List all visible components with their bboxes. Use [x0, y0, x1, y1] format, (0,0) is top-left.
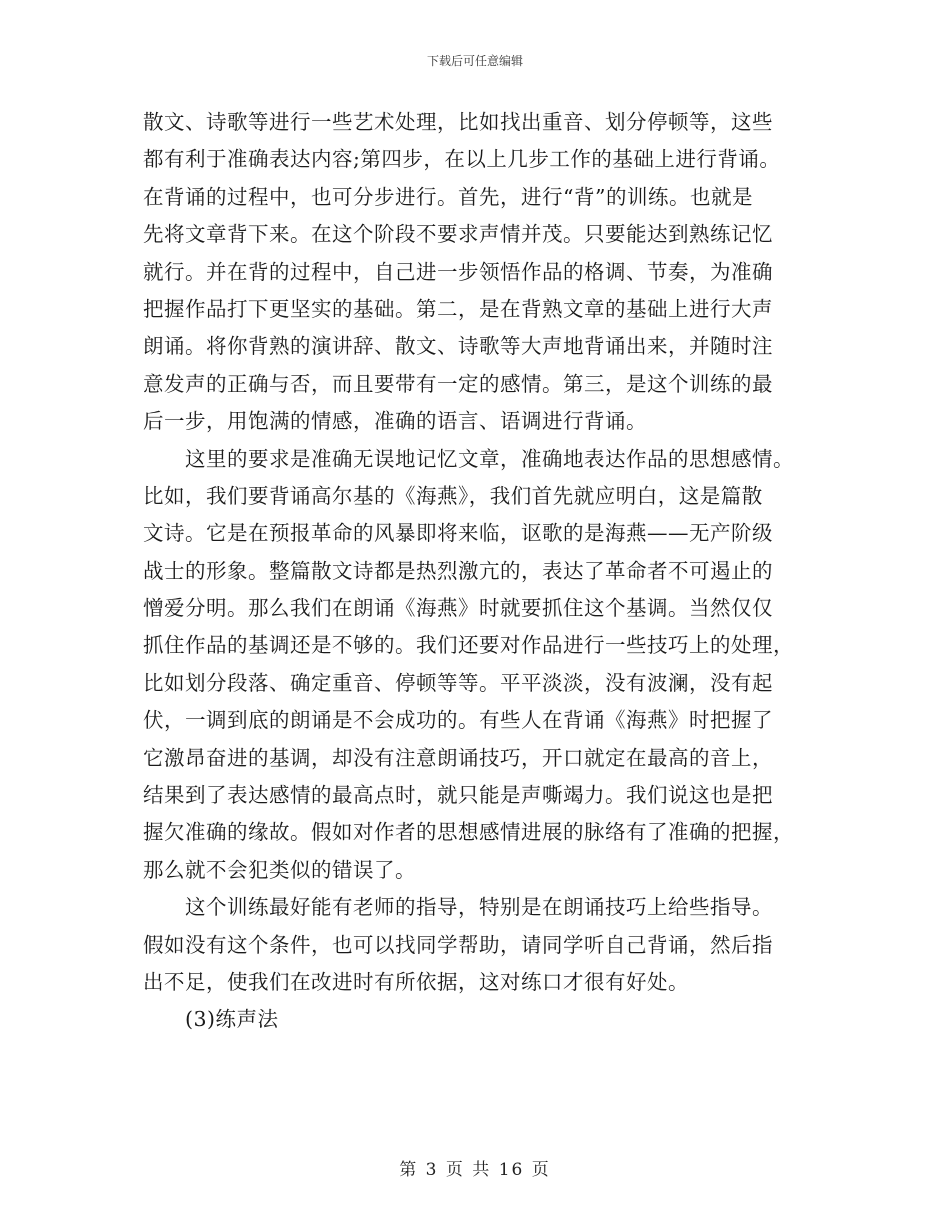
text-line: 就行。并在背的过程中，自己进一步领悟作品的格调、节奏，为准确 — [143, 259, 773, 284]
text-line: 比如，我们要背诵高尔基的《海燕》，我们首先就应明白，这是篇散 — [143, 483, 763, 508]
text-line: 在背诵的过程中，也可分步进行。首先，进行“背”的训练。也就是 — [143, 184, 753, 209]
text-line: 结果到了表达感情的最高点时，就只能是声嘶竭力。我们说这也是把 — [143, 783, 773, 808]
text-line: 朗诵。将你背熟的演讲辞、散文、诗歌等大声地背诵出来，并随时注 — [143, 334, 773, 359]
text-line: 比如划分段落、确定重音、停顿等等。平平淡淡，没有波澜，没有起 — [143, 670, 773, 695]
text-line: (3)练声法 — [185, 1007, 279, 1032]
page-footer: 第 3 页 共 16 页 — [399, 1160, 551, 1180]
text-line: 意发声的正确与否，而且要带有一定的感情。第三，是这个训练的最 — [143, 371, 773, 396]
text-line: 后一步，用饱满的情感，准确的语言、语调进行背诵。 — [143, 409, 647, 434]
text-line: 这个训练最好能有老师的指导，特别是在朗诵技巧上给些指导。 — [185, 895, 773, 920]
text-line: 散文、诗歌等进行一些艺术处理，比如找出重音、划分停顿等，这些 — [143, 110, 773, 134]
text-line: 那么就不会犯类似的错误了。 — [143, 857, 416, 882]
text-line: 假如没有这个条件，也可以找同学帮助，请同学听自己背诵，然后指 — [143, 932, 773, 957]
text-line: 出不足，使我们在改进时有所依据，这对练口才很有好处。 — [143, 969, 689, 994]
text-line: 都有利于准确表达内容;第四步，在以上几步工作的基础上进行背诵。 — [143, 147, 781, 172]
text-line: 把握作品打下更坚实的基础。第二，是在背熟文章的基础上进行大声 — [143, 296, 773, 321]
document-body — [143, 104, 823, 1039]
text-line: 这里的要求是准确无误地记忆文章，准确地表达作品的思想感情。 — [185, 446, 794, 471]
page-header: 下载后可任意编辑 — [426, 54, 523, 68]
text-line: 先将文章背下来。在这个阶段不要求声情并茂。只要能达到熟练记忆 — [143, 222, 773, 247]
text-line: 憎爱分明。那么我们在朗诵《海燕》时就要抓住这个基调。当然仅仅 — [143, 596, 773, 621]
text-line: 战士的形象。整篇散文诗都是热烈激亢的，表达了革命者不可遏止的 — [143, 558, 773, 583]
text-line: 抓住作品的基调还是不够的。我们还要对作品进行一些技巧上的处理， — [143, 633, 794, 658]
text-line: 文诗。它是在预报革命的风暴即将来临，讴歌的是海燕——无产阶级 — [143, 521, 773, 546]
text-line: 伏，一调到底的朗诵是不会成功的。有些人在背诵《海燕》时把握了 — [143, 708, 773, 733]
text-line: 它激昂奋进的基调，却没有注意朗诵技巧，开口就定在最高的音上， — [143, 745, 773, 770]
text-line: 握欠准确的缘故。假如对作者的思想感情进展的脉络有了准确的把握， — [143, 820, 794, 845]
